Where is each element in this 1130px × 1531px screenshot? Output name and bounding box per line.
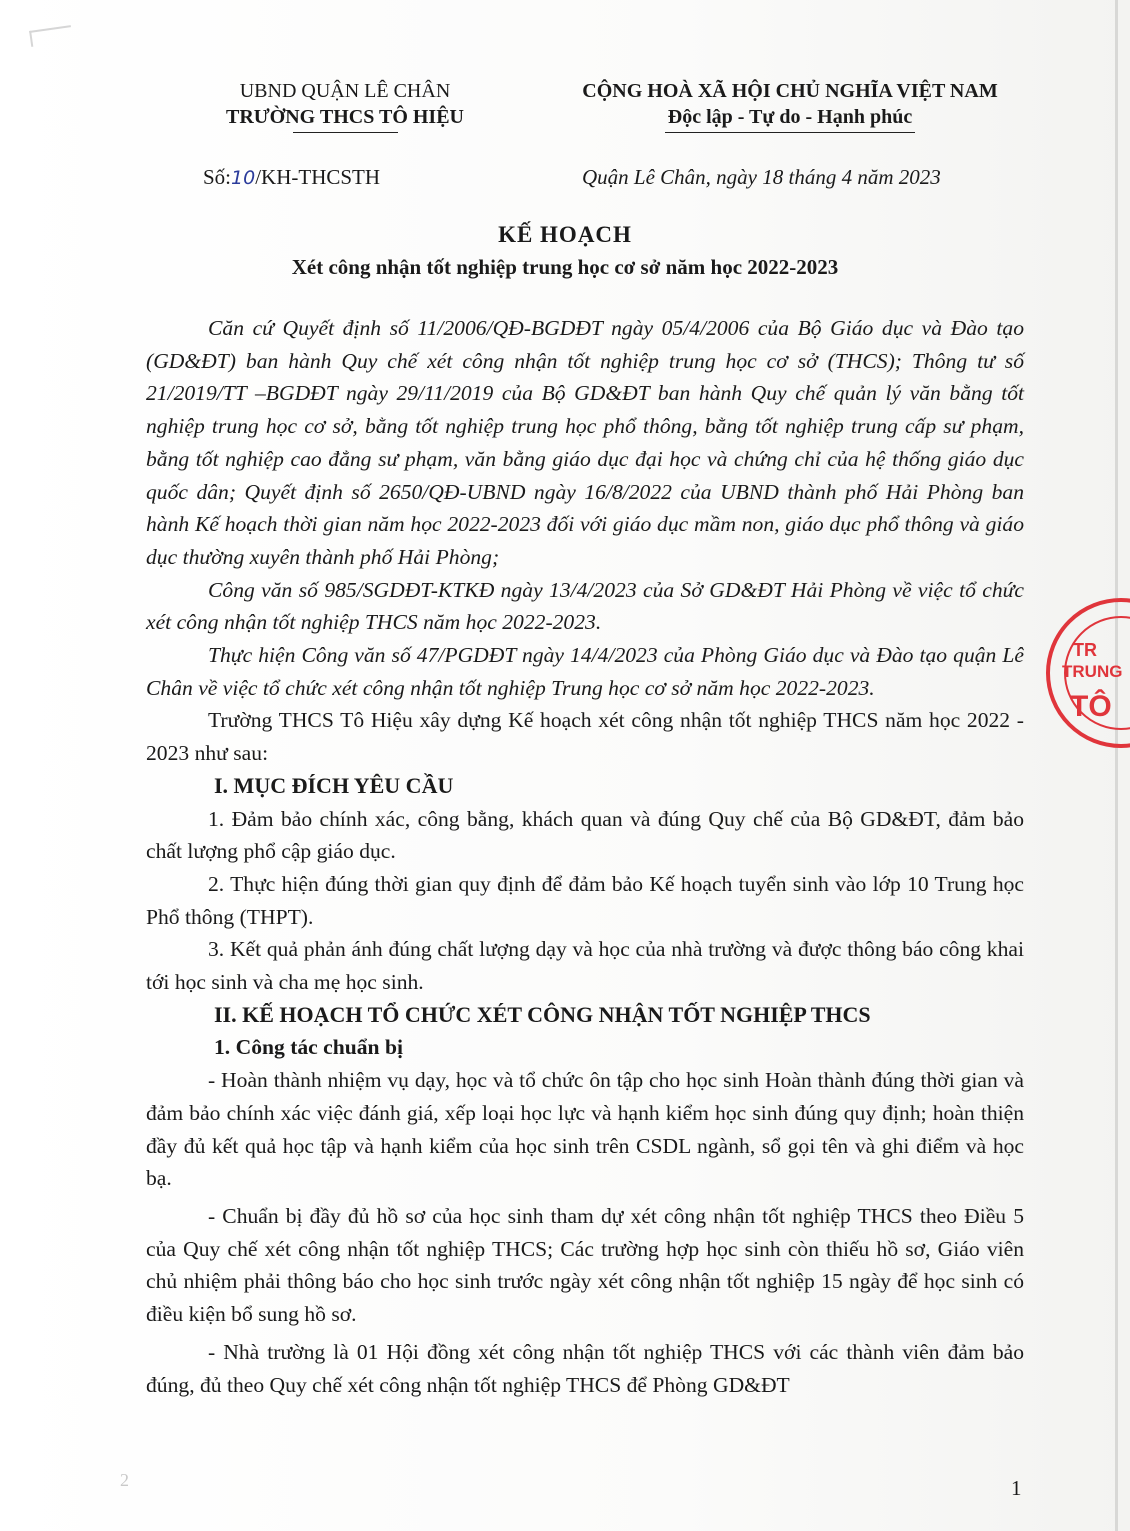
document-number-suffix: /KH-THCSTH: [255, 165, 381, 189]
subsection-1-heading: 1. Công tác chuẩn bị: [214, 1035, 403, 1060]
bleed-through-page-number: 2: [120, 1470, 129, 1490]
stamp-text-3: TÔ: [1070, 690, 1112, 723]
header-right-rule: [665, 132, 915, 133]
national-title: CỘNG HOÀ XÃ HỘI CHỦ NGHĨA VIỆT NAM: [582, 80, 998, 102]
stamp-text-2: TRUNG: [1062, 662, 1123, 681]
section-2-heading: II. KẾ HOẠCH TỔ CHỨC XÉT CÔNG NHẬN TỐT NGHIỆP THCS: [214, 1001, 871, 1027]
header-left-rule: [293, 132, 398, 133]
section-1-item-2: 2. Thực hiện đúng thời gian quy định để đảm bảo Kế hoạch tuyển sinh vào lớp 10 Trung học Phổ thông (THPT).: [146, 871, 1024, 929]
page-number: 1: [1011, 1476, 1022, 1500]
document-number-prefix: Số:: [203, 165, 232, 189]
handwritten-number: 10: [231, 167, 256, 189]
section-1-heading: I. MỤC ĐÍCH YÊU CẦU: [214, 772, 454, 798]
document-title: KẾ HOẠCH: [498, 222, 632, 247]
school-name: TRƯỜNG THCS TÔ HIỆU: [225, 106, 465, 128]
header-right: [545, 78, 1035, 133]
section-1-item-3: 3. Kết quả phản ánh đúng chất lượng dạy và học của nhà trường và được thông báo công khai tới học sinh và cha mẹ học sinh.: [146, 937, 1024, 995]
red-stamp-icon: [1046, 598, 1130, 748]
basis-paragraph-3: Thực hiện Công văn số 47/PGDĐT ngày 14/4/2023 của Phòng Giáo dục và Đào tạo quận Lê Chân về việc tổ chức xét công nhận tốt nghiệp Trung học cơ sở năm học 2022-2023.: [146, 643, 1024, 700]
prep-paragraph-1: - Hoàn thành nhiệm vụ dạy, học và tổ chức ôn tập cho học sinh Hoàn thành đúng thời gian và đảm bảo chính xác việc đánh giá, xếp loại học lực và hạnh kiểm học sinh đúng quy định; hoàn thiện đầy đủ kết quả học tập và hạnh kiểm của học sinh trên CSDL ngành, sổ gọi tên và ghi điểm và học bạ.: [146, 1068, 1024, 1191]
basis-paragraph-2: Công văn số 985/SGDĐT-KTKĐ ngày 13/4/2023 của Sở GD&ĐT Hải Phòng về việc tổ chức xét công nhận tốt nghiệp THCS năm học 2022-2023.: [146, 577, 1024, 635]
header-left: [200, 78, 490, 133]
section-1-item-1: 1. Đảm bảo chính xác, công bằng, khách quan và đúng Quy chế của Bộ GD&ĐT, đảm bảo chất lượng phổ cập giáo dục.: [146, 806, 1024, 864]
document-subtitle: Xét công nhận tốt nghiệp trung học cơ sở năm học 2022-2023: [291, 255, 839, 279]
document-body: [146, 312, 1024, 1401]
district-name: UBND QUẬN LÊ CHÂN: [239, 80, 451, 102]
national-motto: Độc lập - Tự do - Hạnh phúc: [667, 106, 913, 128]
intro-paragraph: Trường THCS Tô Hiệu xây dựng Kế hoạch xét công nhận tốt nghiệp THCS năm học 2022 - 2023 như sau:: [146, 708, 1024, 766]
document-number: [203, 165, 380, 190]
stamp-text-1: TR: [1073, 640, 1097, 660]
prep-paragraph-2: - Chuẩn bị đầy đủ hồ sơ của học sinh tham dự xét công nhận tốt nghiệp THCS theo Điều 5 của Quy chế xét công nhận tốt nghiệp THCS; Các trường hợp học sinh còn thiếu hồ sơ, Giáo viên chủ nhiệm phải thông báo cho học sinh trước ngày xét công nhận tốt nghiệp 15 ngày để học sinh có điều kiện bổ sung hồ sơ.: [146, 1203, 1024, 1327]
scan-corner-mark: [29, 25, 73, 47]
document-date: Quận Lê Chân, ngày 18 tháng 4 năm 2023: [582, 165, 941, 189]
basis-paragraph-1: Căn cứ Quyết định số 11/2006/QĐ-BGDĐT ngày 05/4/2006 của Bộ Giáo dục và Đào tạo (GD&ĐT) ban hành Quy chế xét công nhận tốt nghiệp trung học cơ sở (THCS); Thông tư số 21/2019/TT –BGDĐT ngày 29/11/2019 của Bộ GD&ĐT ban hành Quy chế quản lý văn bằng tốt nghiệp trung học cơ sở, bằng tốt nghiệp trung học phổ thông, bằng tốt nghiệp trung cấp sư phạm, bằng tốt nghiệp cao đẳng sư phạm, văn bằng giáo dục đại học và chứng chỉ của hệ thống giáo dục quốc dân; Quyết định số 2650/QĐ-UBND ngày 16/8/2022 của UBND thành phố Hải Phòng ban hành Kế hoạch thời gian năm học 2022-2023 đối với giáo dục mầm non, giáo dục phổ thông và giáo dục thường xuyên thành phố Hải Phòng;: [146, 316, 1024, 569]
prep-paragraph-3: - Nhà trường là 01 Hội đồng xét công nhận tốt nghiệp THCS với các thành viên đảm bảo đúng, đủ theo Quy chế xét công nhận tốt nghiệp THCS để Phòng GD&ĐT: [146, 1339, 1024, 1397]
